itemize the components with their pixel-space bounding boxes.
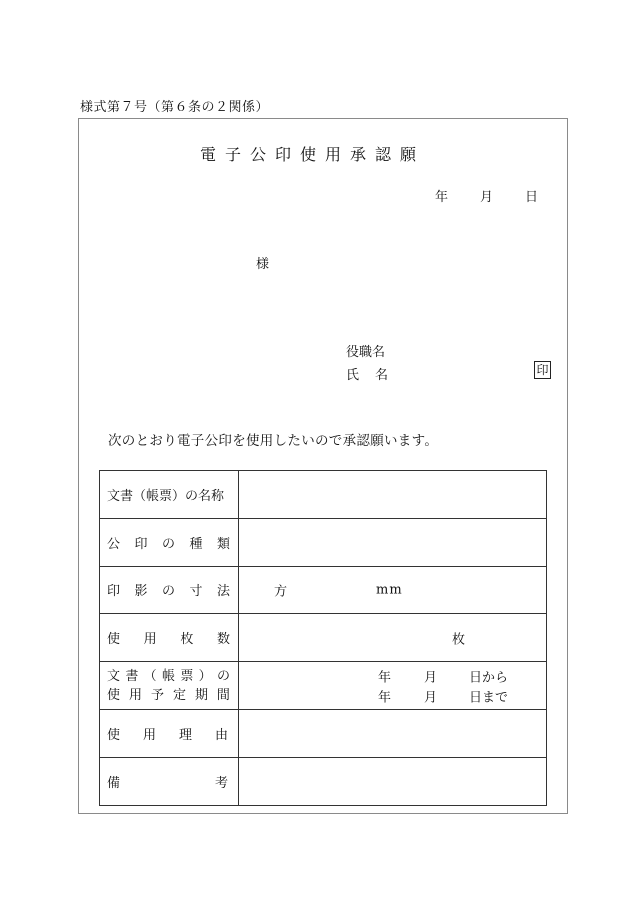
seal-size-label xyxy=(100,580,238,599)
label-char: 寸 xyxy=(189,584,203,600)
reason-field[interactable] xyxy=(239,709,547,757)
label-char: 間 xyxy=(216,687,230,703)
label-char: 定 xyxy=(172,687,186,703)
reason-label xyxy=(100,724,238,743)
document-name-field[interactable] xyxy=(239,471,547,519)
label-char: 使 xyxy=(107,727,121,743)
seal-mark: 印 xyxy=(534,361,551,379)
label-char: 類 xyxy=(216,536,230,552)
table-row xyxy=(100,757,547,805)
document-name-label: 文書（帳票）の名称 xyxy=(107,488,225,504)
period-to-year: 年 xyxy=(378,690,392,706)
addressee-suffix: 様 xyxy=(256,257,270,272)
label-char: 理 xyxy=(178,727,192,743)
seal-type-label xyxy=(100,533,238,552)
date-day-label: 日 xyxy=(525,190,539,205)
label-char: の xyxy=(216,668,230,684)
label-char: 用 xyxy=(128,687,142,703)
remarks-label-cell xyxy=(100,757,239,805)
sheet-count-label xyxy=(100,628,238,647)
label-char: 使 xyxy=(107,687,121,703)
label-char: 影 xyxy=(134,584,148,600)
period-label-line1 xyxy=(100,667,238,686)
label-char: 書 xyxy=(125,668,139,684)
position-label: 役職名 xyxy=(346,345,386,360)
period-to-month: 月 xyxy=(424,690,438,706)
table-row xyxy=(100,471,547,519)
label-char: 種 xyxy=(189,536,203,552)
label-char: 期 xyxy=(194,687,208,703)
label-char: 数 xyxy=(216,632,230,648)
sheet-unit: 枚 xyxy=(452,632,466,648)
table-row xyxy=(100,566,547,614)
period-label-line2 xyxy=(100,686,238,705)
sheet-count-label-cell xyxy=(100,614,239,662)
sheet-count-field[interactable] xyxy=(239,614,547,662)
label-char: 印 xyxy=(107,584,121,600)
seal-type-label-cell xyxy=(100,518,239,566)
label-char: 考 xyxy=(214,775,228,791)
table-row xyxy=(100,614,547,662)
application-table xyxy=(99,470,547,806)
millimeter-unit: mm xyxy=(376,582,403,598)
label-char: 由 xyxy=(214,727,228,743)
label-char: の xyxy=(161,584,175,600)
period-label-cell xyxy=(100,662,239,710)
table-row xyxy=(100,662,547,710)
reason-label-cell xyxy=(100,709,239,757)
date-year-label: 年 xyxy=(435,190,449,205)
label-char: （ xyxy=(143,668,157,684)
square-label: 方 xyxy=(274,584,288,600)
period-field[interactable] xyxy=(239,662,547,710)
label-char: 備 xyxy=(107,775,121,791)
label-char: 用 xyxy=(142,727,156,743)
label-char: 印 xyxy=(134,536,148,552)
label-char: 用 xyxy=(143,632,157,648)
intro-text: 次のとおり電子公印を使用したいので承認願います。 xyxy=(108,433,439,449)
label-char: 使 xyxy=(107,632,121,648)
label-char: 帳 xyxy=(161,668,175,684)
remarks-label xyxy=(100,772,238,791)
label-char: 枚 xyxy=(180,632,194,648)
period-from-day: 日から xyxy=(469,670,509,686)
seal-size-field[interactable] xyxy=(239,566,547,614)
period-to-day: 日まで xyxy=(469,690,509,706)
remarks-field[interactable] xyxy=(239,757,547,805)
table-row xyxy=(100,709,547,757)
form-number-label: 様式第７号（第６条の２関係） xyxy=(80,100,270,115)
label-char: 文 xyxy=(107,668,121,684)
name-label: 氏名 xyxy=(346,368,405,383)
document-name-label-cell xyxy=(100,471,239,519)
label-char: 公 xyxy=(107,536,121,552)
period-from-year: 年 xyxy=(378,670,392,686)
label-char: 予 xyxy=(150,687,164,703)
table-row xyxy=(100,518,547,566)
page-title: 電子公印使用承認願 xyxy=(200,145,426,164)
label-char: 票 xyxy=(180,668,194,684)
seal-type-field[interactable] xyxy=(239,518,547,566)
seal-size-label-cell xyxy=(100,566,239,614)
period-from-month: 月 xyxy=(424,670,438,686)
label-char: ） xyxy=(198,668,212,684)
label-char: 法 xyxy=(216,584,230,600)
label-char: の xyxy=(161,536,175,552)
date-month-label: 月 xyxy=(480,190,494,205)
